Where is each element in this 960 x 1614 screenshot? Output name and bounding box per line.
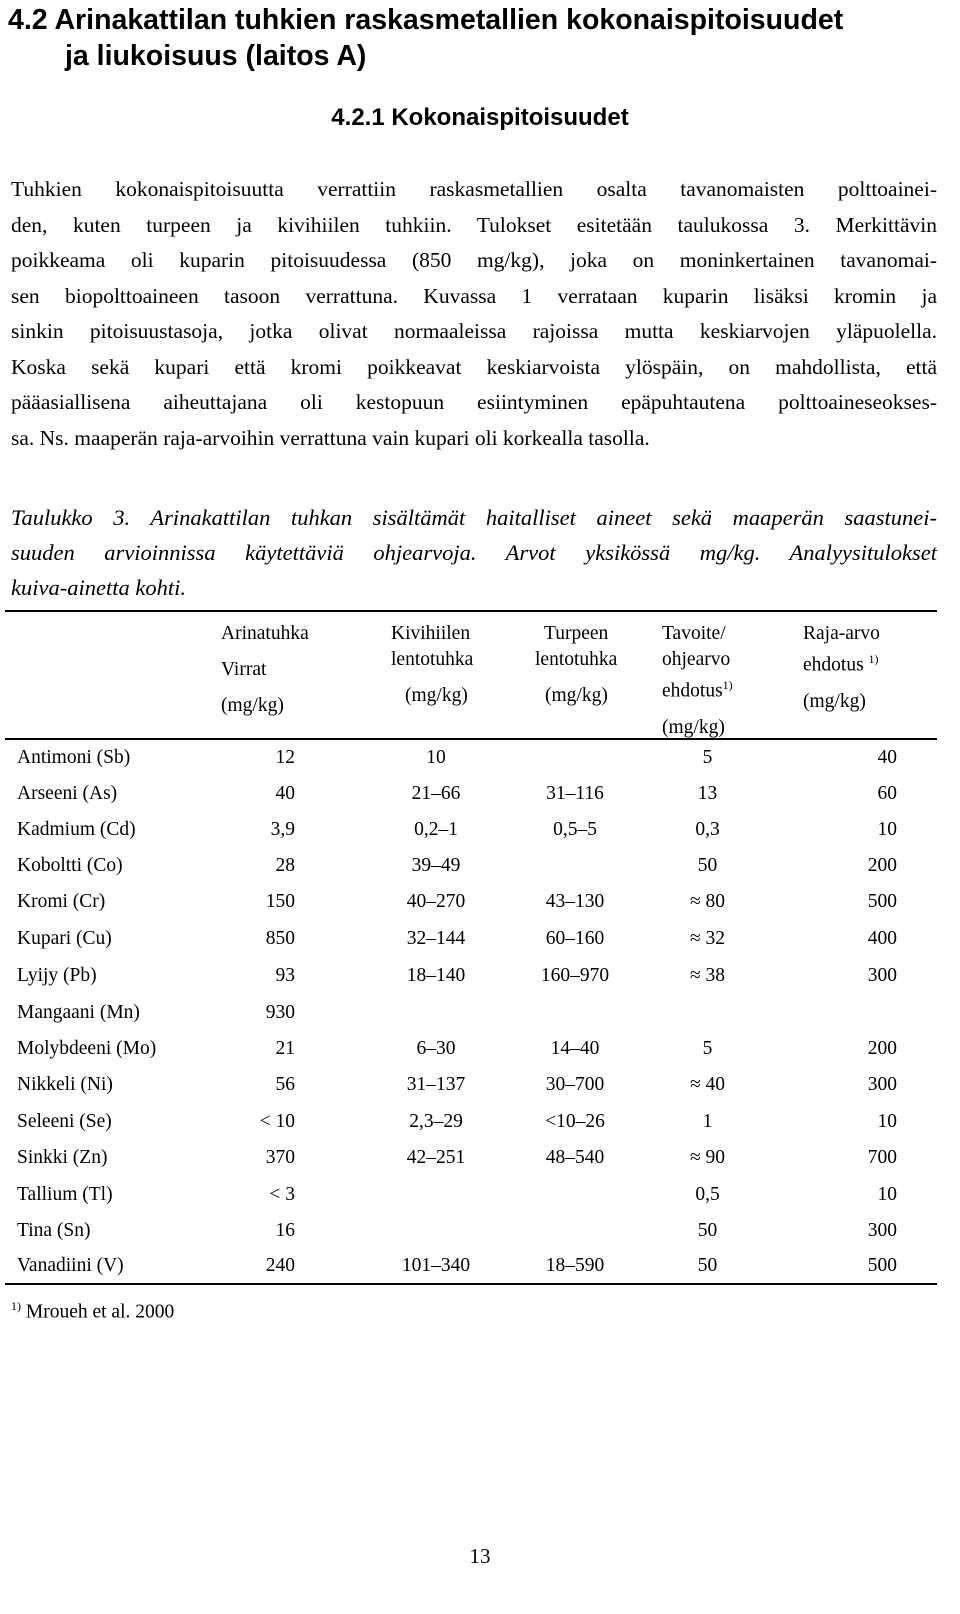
cell-arinatuhka: 28: [275, 855, 295, 876]
header-line: (mg/kg): [221, 695, 284, 716]
header-line: Turpeen: [544, 623, 609, 644]
table-row: [0, 884, 960, 920]
cell-tavoite: 5: [702, 747, 713, 768]
cell-raja-arvo: 400: [867, 928, 897, 949]
cell-kivihiilen: 10: [426, 747, 446, 768]
cell-raja-arvo: 10: [877, 1184, 897, 1205]
cell-raja-arvo: 60: [877, 783, 897, 804]
header-line: (mg/kg): [662, 716, 725, 738]
cell-kivihiilen: 40–270: [406, 891, 466, 912]
cell-arinatuhka: 40: [275, 783, 295, 804]
table-row: [0, 958, 960, 994]
cell-substance: Koboltti (Co): [17, 855, 123, 876]
caption-line: kuiva-ainetta kohti.: [11, 575, 186, 600]
caption-line: Taulukko 3. Arinakattilan tuhkan sisältämät haitalliset aineet sekä maaperän saastunei-: [11, 505, 937, 530]
cell-kivihiilen: 39–49: [411, 855, 461, 876]
table-row: [0, 1104, 960, 1140]
header-line: lentotuhka: [535, 649, 618, 670]
cell-tavoite: 50: [697, 1255, 718, 1276]
header-kivihiilen: [391, 621, 473, 708]
cell-substance: Arseeni (As): [17, 783, 118, 804]
body-paragraph: [11, 172, 937, 456]
cell-raja-arvo: 700: [867, 1147, 897, 1168]
cell-tavoite: 50: [697, 855, 718, 876]
cell-substance: Lyijy (Pb): [17, 965, 97, 986]
header-turpeen: [535, 621, 617, 708]
table-caption: [11, 500, 937, 605]
header-line: (mg/kg): [545, 685, 608, 706]
header-line: Kivihiilen: [391, 623, 471, 644]
cell-tavoite: 1: [702, 1111, 713, 1132]
footnote-marker: 1): [722, 678, 733, 692]
table-row: [0, 776, 960, 812]
cell-turpeen: 31–116: [546, 783, 604, 804]
cell-turpeen: 48–540: [545, 1147, 605, 1168]
cell-arinatuhka: 93: [275, 965, 295, 986]
cell-turpeen: 43–130: [545, 891, 605, 912]
table-row: [0, 740, 960, 776]
body-line: den, kuten turpeen ja kivihiilen tuhkiin. Tulokset esitetään taulukossa 3. Merkittävin: [11, 212, 937, 237]
table-row: [0, 1177, 960, 1213]
cell-turpeen: 18–590: [545, 1255, 605, 1276]
body-line: sa. Ns. maaperän raja-arvoihin verrattuna vain kupari oli korkealla tasolla.: [11, 425, 650, 450]
cell-kivihiilen: 0,2–1: [414, 819, 458, 840]
cell-raja-arvo: 10: [877, 819, 897, 840]
cell-tavoite: 50: [697, 1220, 718, 1241]
section-heading-line-2: ja liukoisuus (laitos A): [65, 40, 367, 72]
table-row: [0, 848, 960, 884]
cell-tavoite: ≈ 32: [689, 928, 726, 949]
cell-arinatuhka: 12: [275, 747, 295, 768]
section-heading: [8, 2, 948, 74]
cell-turpeen: <10–26: [545, 1111, 605, 1132]
cell-turpeen: 30–700: [545, 1074, 605, 1095]
header-line: Raja-arvo: [803, 623, 880, 644]
cell-turpeen: 14–40: [550, 1038, 600, 1059]
cell-tavoite: ≈ 40: [689, 1074, 726, 1095]
cell-kivihiilen: 18–140: [406, 965, 466, 986]
cell-substance: Mangaani (Mn): [17, 1002, 140, 1023]
header-line: ehdotus: [662, 680, 723, 702]
body-line: pääasiallisena aiheuttajana oli kestopuun esiintyminen epäpuhtautena polttoaineseokses-: [11, 390, 937, 414]
cell-arinatuhka: < 10: [259, 1111, 295, 1132]
cell-substance: Vanadiini (V): [17, 1255, 124, 1276]
table-row: [0, 1140, 960, 1176]
header-line: Arinatuhka: [221, 623, 309, 644]
header-line: (mg/kg): [803, 690, 866, 712]
cell-arinatuhka: 3,9: [270, 819, 295, 840]
cell-substance: Kromi (Cr): [17, 891, 106, 912]
cell-kivihiilen: 32–144: [406, 928, 466, 949]
cell-substance: Antimoni (Sb): [17, 747, 131, 768]
cell-arinatuhka: 21: [275, 1038, 295, 1059]
cell-tavoite: 0,3: [695, 819, 720, 840]
cell-raja-arvo: 300: [867, 1074, 897, 1095]
cell-turpeen: 60–160: [545, 928, 605, 949]
cell-substance: Kadmium (Cd): [17, 819, 136, 840]
cell-arinatuhka: 850: [265, 928, 295, 949]
header-line: Virrat: [221, 659, 267, 680]
subsection-heading: 4.2.1 Kokonaispitoisuudet: [331, 104, 629, 131]
section-heading-line-1: 4.2 Arinakattilan tuhkien raskasmetallien kokonaispitoisuudet: [8, 4, 844, 36]
cell-tavoite: ≈ 80: [689, 891, 726, 912]
cell-raja-arvo: 500: [867, 1255, 897, 1276]
cell-kivihiilen: 2,3–29: [409, 1111, 463, 1132]
table-row: [0, 921, 960, 957]
cell-raja-arvo: 40: [877, 747, 897, 768]
cell-kivihiilen: 42–251: [406, 1147, 466, 1168]
page-number: 13: [469, 1544, 491, 1568]
cell-tavoite: 0,5: [695, 1184, 720, 1205]
caption-line: suuden arvioinnissa käytettäviä ohjearvoja. Arvot yksikössä mg/kg. Analyysitulokset: [11, 540, 937, 565]
cell-raja-arvo: 10: [877, 1111, 897, 1132]
body-line: poikkeama oli kuparin pitoisuudessa (850 mg/kg), joka on moninkertainen tavanomai-: [11, 248, 937, 272]
cell-kivihiilen: 31–137: [406, 1074, 466, 1095]
header-tavoite: [662, 621, 733, 740]
table-row: [0, 1213, 960, 1249]
cell-arinatuhka: 240: [265, 1255, 295, 1276]
cell-substance: Molybdeeni (Mo): [17, 1038, 157, 1059]
header-arinatuhka: [221, 621, 309, 718]
cell-substance: Sinkki (Zn): [17, 1147, 108, 1168]
cell-tavoite: ≈ 38: [689, 965, 726, 986]
cell-raja-arvo: 300: [867, 1220, 897, 1241]
table-row: [0, 995, 960, 1031]
cell-raja-arvo: 200: [867, 1038, 897, 1059]
cell-tavoite: ≈ 90: [689, 1147, 726, 1168]
cell-substance: Nikkeli (Ni): [17, 1074, 113, 1095]
cell-raja-arvo: 500: [867, 891, 897, 912]
cell-kivihiilen: 21–66: [411, 783, 461, 804]
cell-raja-arvo: 200: [867, 855, 897, 876]
table-row: [0, 1248, 960, 1284]
cell-tavoite: 5: [702, 1038, 713, 1059]
header-line: ohjearvo: [662, 649, 731, 670]
footnote-marker: 1): [868, 652, 879, 666]
footnote-marker: 1): [11, 1299, 21, 1313]
table-row: [0, 1031, 960, 1067]
table-bottom-rule: [5, 1283, 937, 1285]
cell-arinatuhka: 370: [265, 1147, 295, 1168]
cell-substance: Kupari (Cu): [17, 928, 112, 949]
body-line: sinkin pitoisuustasoja, jotka olivat normaaleissa rajoissa mutta keskiarvojen yläpuolella.: [11, 319, 937, 343]
table-row: [0, 812, 960, 848]
header-line: Tavoite/: [662, 623, 726, 644]
header-line: lentotuhka: [391, 649, 474, 670]
footnote-text: Mroueh et al. 2000: [25, 1301, 175, 1323]
cell-arinatuhka: < 3: [269, 1184, 295, 1205]
cell-arinatuhka: 150: [265, 891, 295, 912]
cell-substance: Tina (Sn): [17, 1220, 91, 1241]
header-raja-arvo: [803, 621, 880, 714]
table-row: [0, 1067, 960, 1103]
cell-arinatuhka: 16: [275, 1220, 295, 1241]
header-line: (mg/kg): [405, 685, 468, 706]
body-line: Koska sekä kupari että kromi poikkeavat keskiarvoista ylöspäin, on mahdollista, että: [11, 354, 937, 379]
cell-turpeen: 0,5–5: [553, 819, 597, 840]
cell-kivihiilen: 101–340: [401, 1255, 471, 1276]
cell-arinatuhka: 930: [265, 1002, 295, 1023]
cell-turpeen: 160–970: [540, 965, 610, 986]
body-line: sen biopolttoaineen tasoon verrattuna. Kuvassa 1 verrataan kuparin lisäksi kromin ja: [11, 283, 937, 308]
cell-kivihiilen: 6–30: [416, 1038, 456, 1059]
header-line: ehdotus: [803, 654, 864, 676]
body-line: Tuhkien kokonaispitoisuutta verrattiin raskasmetallien osalta tavanomaisten polttoainei-: [11, 177, 937, 201]
cell-arinatuhka: 56: [275, 1074, 295, 1095]
table-footnote: [11, 1294, 174, 1325]
cell-raja-arvo: 300: [867, 965, 897, 986]
cell-substance: Tallium (Tl): [17, 1184, 113, 1205]
cell-tavoite: 13: [697, 783, 718, 804]
table-top-rule: [5, 610, 937, 612]
cell-substance: Seleeni (Se): [17, 1111, 112, 1132]
